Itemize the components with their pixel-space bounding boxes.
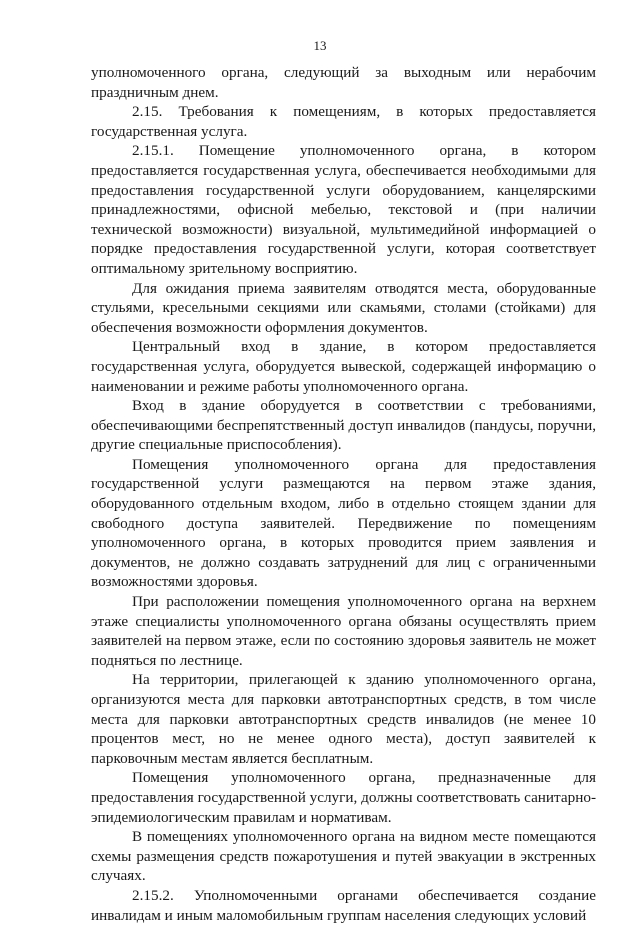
paragraph-accessibility-conditions: 2.15.2. Уполномоченными органами обеспечивается создание инвалидам и иным маломобильным группам населения следующих условий [91,886,596,924]
paragraph-premises-location: Помещения уполномоченного органа для предоставления государственной услуги размещаются на первом этаже здания, оборудованного отдельным входом, либо в отдельно стоящем здании для свободного доступа заявителей. Передвижение по помещениям уполномоченного органа, в которых проводится прием заявления и документов, не должно создавать затруднений для лиц с ограниченными возможностями здоровья. [91,455,596,591]
paragraph-main-entrance: Центральный вход в здание, в котором предоставляется государственная услуга, оборудуется вывеской, содержащей информацию о наименовании и режиме работы уполномоченного органа. [91,338,596,395]
paragraph-waiting-area: Для ожидания приема заявителям отводятся места, оборудованные стульями, кресельными секциями или скамьями, столами (стойками) для обеспечения возможности оформления документов. [91,279,596,336]
page-body [91,63,596,925]
paragraph-continuation: уполномоченного органа, следующий за выходным или нерабочим праздничным днем. [91,64,596,101]
paragraph-parking: На территории, прилегающей к зданию уполномоченного органа, организуются места для парковки автотранспортных средств, в том числе места для парковки автотранспортных средств инвалидов (не менее 10 процентов мест, но не менее одного места), доступ заявителей к парковочным местам является бесплатным. [91,671,596,767]
page-number: 13 [313,38,327,53]
paragraph-upper-floor: При расположении помещения уполномоченного органа на верхнем этаже специалисты уполномоченного органа обязаны осуществлять прием заявителей на первом этаже, если по состоянию здоровья заявитель не может подняться по лестнице. [91,593,596,669]
paragraph-evacuation-schemes: В помещениях уполномоченного органа на видном месте помещаются схемы размещения средств пожаротушения и путей эвакуации в экстренных случаях. [91,828,596,885]
paragraph-premises-equipment: 2.15.1. Помещение уполномоченного органа, в котором предоставляется государственная услуга, обеспечивается необходимыми для предоставления государственной услуги оборудованием, канцелярскими принадлежностями, офисной мебелью, текстовой и (при наличии технической возможности) визуальной, мультимедийной информацией о порядке предоставления государственной услуги, которая соответствует оптимальному зрительному восприятию. [91,142,596,277]
paragraph-entrance-accessibility: Вход в здание оборудуется в соответствии с требованиями, обеспечивающими беспрепятственный доступ инвалидов (пандусы, поручни, другие специальные приспособления). [91,397,596,454]
paragraph-section-heading: 2.15. Требования к помещениям, в которых предоставляется государственная услуга. [91,103,596,140]
paragraph-sanitary-rules: Помещения уполномоченного органа, предназначенные для предоставления государственной услуги, должны соответствовать санитарно-эпидемиологическим правилам и нормативам. [91,769,596,826]
